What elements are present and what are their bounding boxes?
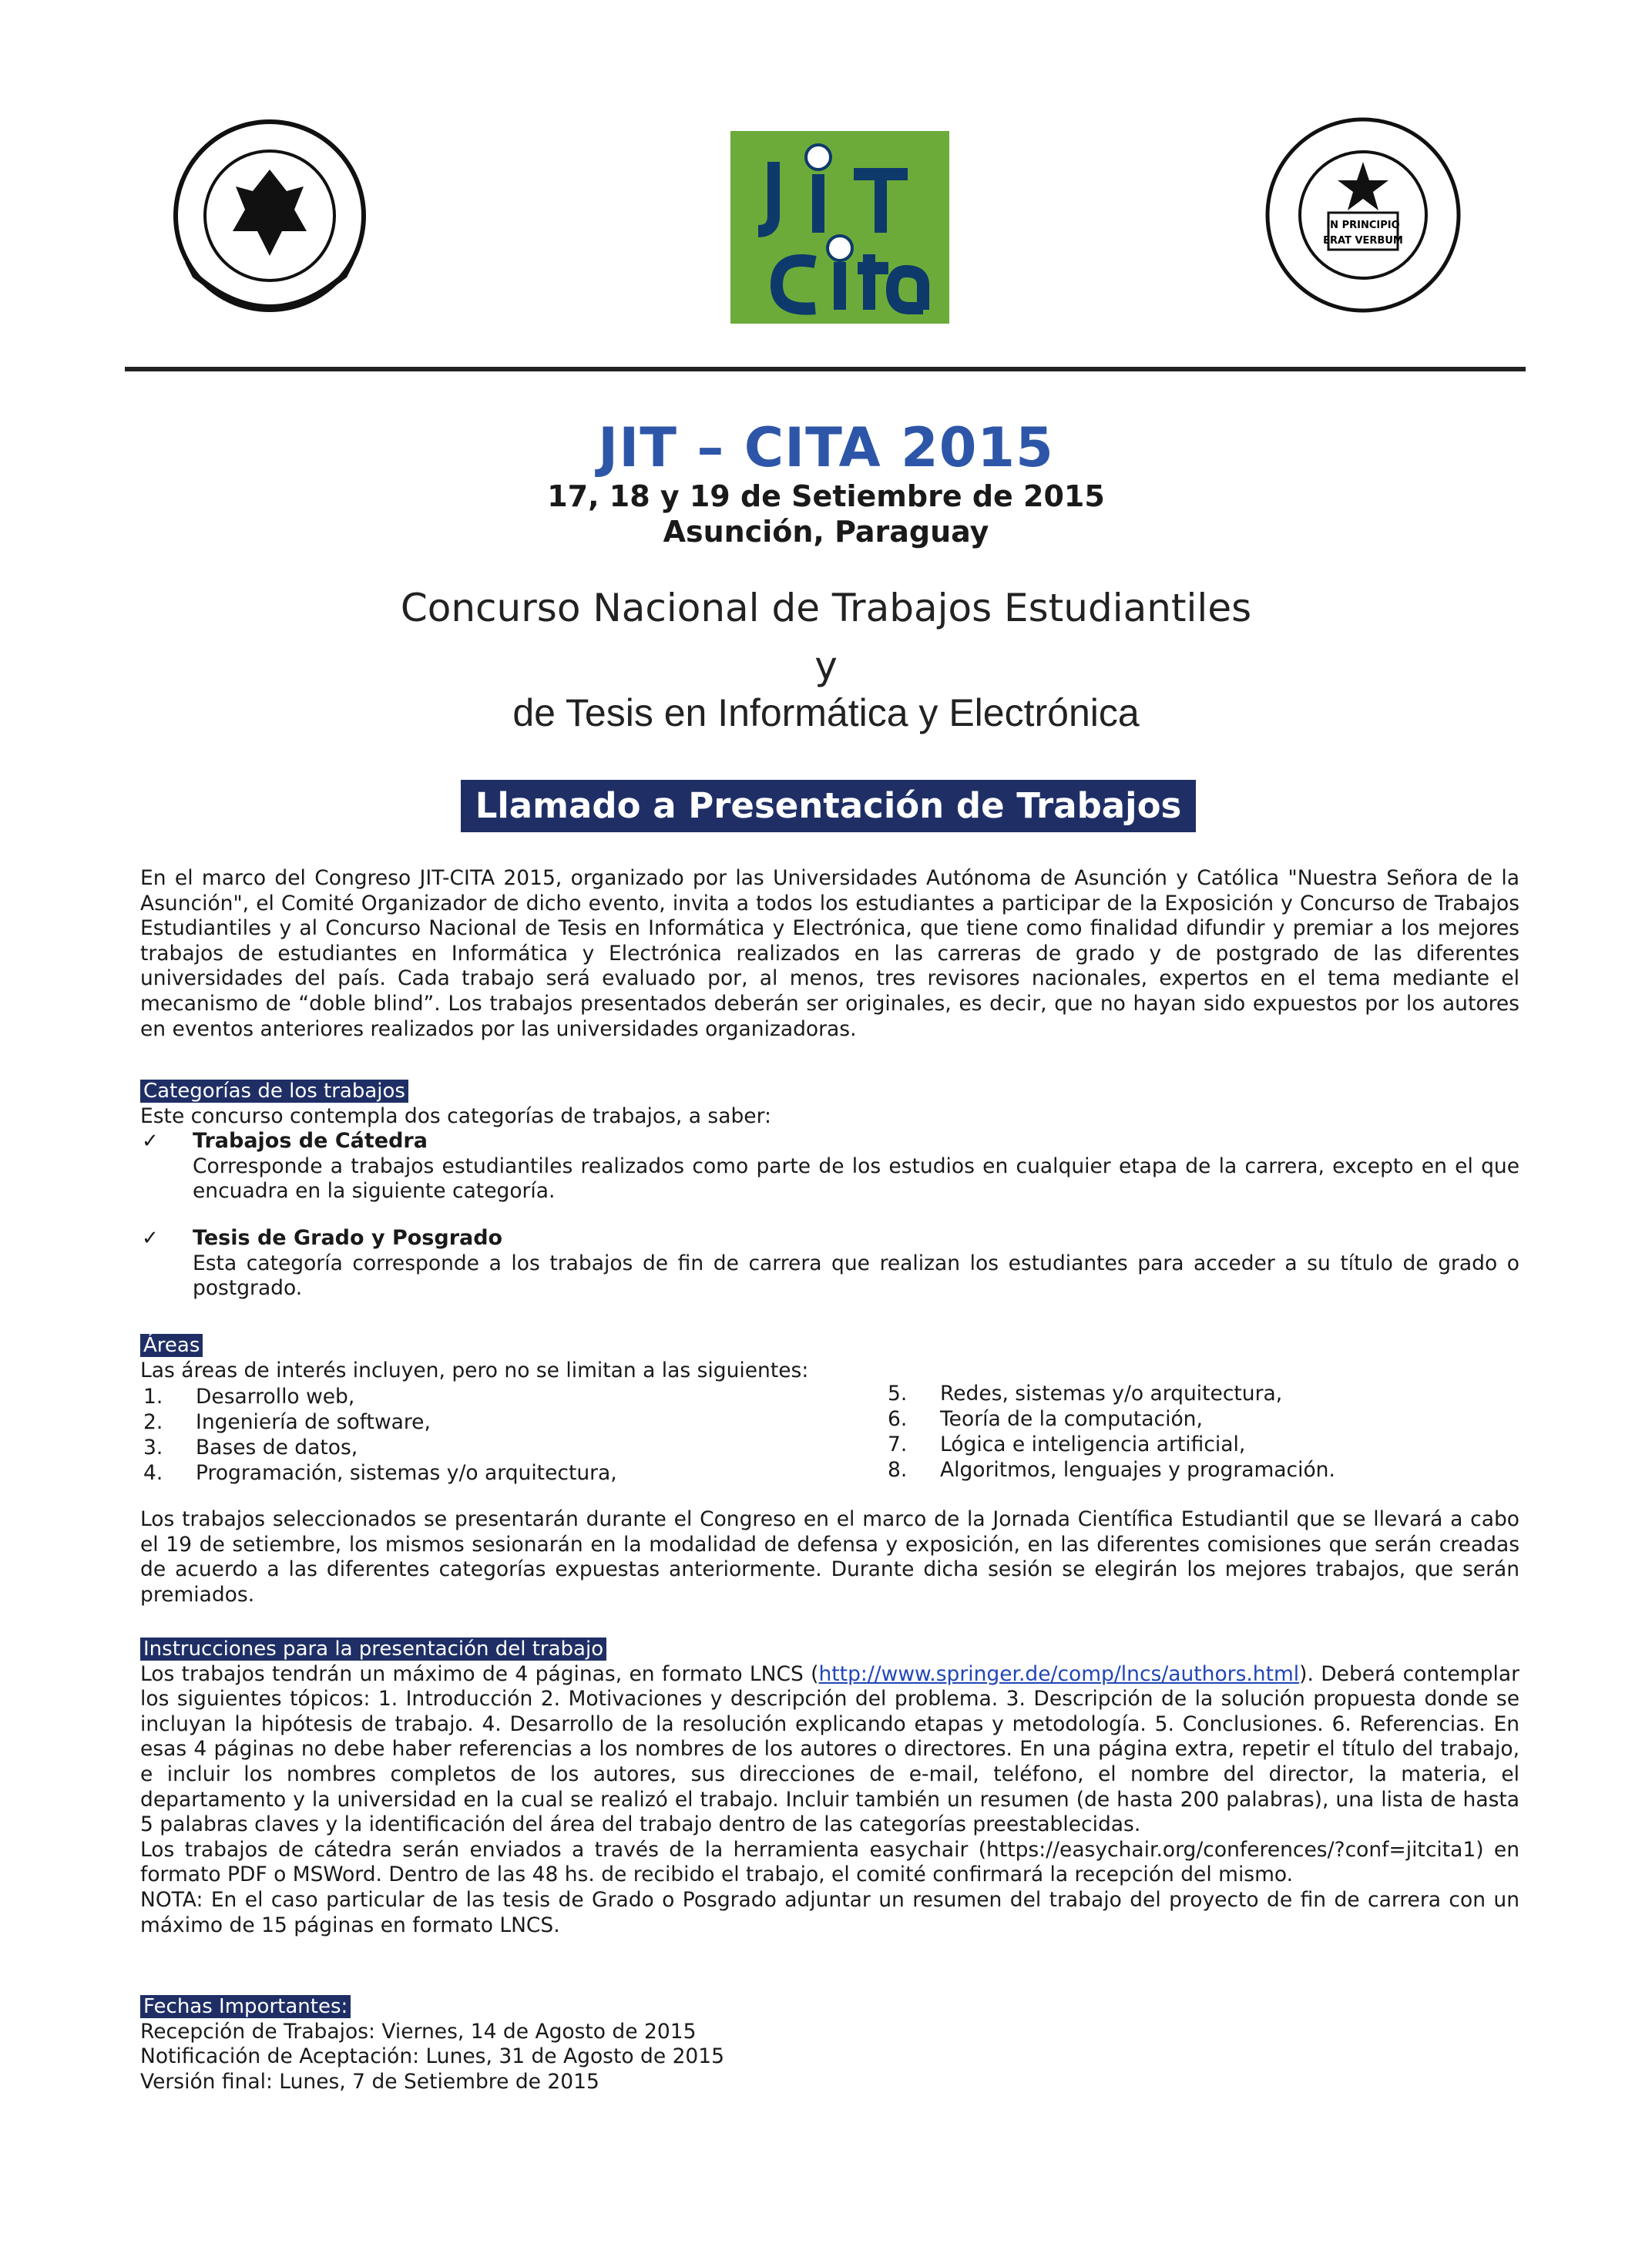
contest-line-1: Concurso Nacional de Trabajos Estudiantiles — [400, 586, 1252, 630]
instructions-paragraph-1: Los trabajos tendrán un máximo de 4 páginas, en formato LNCS (http://www.springer.de/comp/lncs/authors.html). Deberá contemplar los siguientes tópicos: 1. Introducción 2. Motivaciones y descripción del problema. 3. Descripción de la solución propuesta donde se incluyan la hipótesis de trabajo. 4. Desarrollo de la resolución explicando etapas y metodología. 5. Conclusiones. 6. Referencias. En esas 4 páginas no debe haber referencias a los nombres de los autores o directores. En una página extra, repetir el título del trabajo, e incluir los nombres completos de los autores, sus direcciones de e-mail, teléfono, el nombre del director, la materia, el departamento y la universidad en la cual se realizó el trabajo. Incluir también un resumen (de hasta 200 palabras), una lista de hasta 5 palabras claves y la identificación del área del trabajo dentro de las categorías preestablecidas. — [140, 1661, 1519, 1837]
uaa-seal-logo — [162, 116, 378, 331]
intro-text: En el marco del Congreso JIT-CITA 2015, organizado por las Universidades Autónoma de Asunción y Católica "Nuestra Señora de la Asunción", el Comité Organizador de dicho evento, invita a todos los estudiantes a participar de la Exposición y Concurso de Trabajos Estudiantiles y al Concurso Nacional de Tesis en Informática y Electrónica, que tiene como finalidad difundir y premiar a los mejores trabajos de estudiantes en Informática y Electrónica realizados en las carreras de grado y de postgrado de las diferentes universidades del país. Cada trabajo será evaluado por, al menos, tres revisores nacionales, expertos en el tema mediante el mecanismo de “doble blind”. Los trabajos presentados deberán ser originales, es decir, que no hayan sido expuestos por los autores en eventos anteriores realizados por las universidades organizadoras. — [140, 866, 1519, 1041]
dates-heading: Fechas Importantes: — [140, 1995, 351, 2018]
page-title: JIT – CITA 2015 — [598, 416, 1054, 479]
areas-list-left — [143, 1384, 837, 1486]
categories-section — [140, 1079, 1519, 1302]
list-item: 1. Desarrollo web, — [143, 1385, 355, 1409]
instructions-heading: Instrucciones para la presentación del trabajo — [140, 1638, 606, 1661]
category-title: Tesis de Grado y Posgrado — [193, 1225, 503, 1250]
areas-heading: Áreas — [140, 1334, 203, 1357]
check-icon: ✓ — [142, 1130, 159, 1154]
areas-list-right — [888, 1381, 1519, 1483]
right-seal-motto-1: IN PRINCIPIO — [1326, 220, 1400, 231]
contest-line-2: y — [814, 643, 838, 688]
areas-closing — [140, 1507, 1519, 1607]
instructions-section — [140, 1637, 1519, 1938]
areas-lead: Las áreas de interés incluyen, pero no se limitan a las siguientes: — [140, 1358, 809, 1382]
event-place: Asunción, Paraguay — [663, 515, 989, 549]
categories-heading: Categorías de los trabajos — [140, 1080, 408, 1103]
instructions-paragraph-2: Los trabajos de cátedra serán enviados a través de la herramienta easychair (https://easychair.org/conferences/?conf=jitcita1) en formato PDF o MSWord. Dentro de las 48 hs. de recibido el trabajo, el comité confirmará la recepción del mismo. — [140, 1837, 1519, 1887]
categories-lead: Este concurso contempla dos categorías de trabajos, a saber: — [140, 1103, 771, 1128]
list-item: 3. Bases de datos, — [143, 1436, 358, 1460]
list-item: 8. Algoritmos, lenguajes y programación. — [888, 1458, 1335, 1482]
list-item: 5. Redes, sistemas y/o arquitectura, — [888, 1382, 1283, 1406]
list-item: 6. Teoría de la computación, — [888, 1407, 1203, 1431]
instructions-paragraph-3: NOTA: En el caso particular de las tesis de Grado o Posgrado adjuntar un resumen del trabajo del proyecto de fin de carrera con un máximo de 15 páginas en formato LNCS. — [140, 1887, 1519, 1937]
date-item: Recepción de Trabajos: Viernes, 14 de Agosto de 2015 — [140, 2019, 697, 2044]
areas-section — [140, 1333, 1519, 1383]
intro-paragraph — [140, 866, 1519, 1042]
list-item: 4. Programación, sistemas y/o arquitectura, — [143, 1461, 617, 1485]
category-item — [140, 1226, 1519, 1302]
check-icon: ✓ — [142, 1226, 159, 1250]
category-title: Trabajos de Cátedra — [193, 1129, 428, 1154]
category-text: Esta categoría corresponde a los trabajos de fin de carrera que realizan los estudiantes para acceder a su título de grado o postgrado. — [193, 1251, 1519, 1301]
lncs-link[interactable]: http://www.springer.de/comp/lncs/authors.html — [818, 1661, 1300, 1686]
uc-seal-logo — [1262, 114, 1464, 316]
date-item: Notificación de Aceptación: Lunes, 31 de Agosto de 2015 — [140, 2044, 725, 2069]
call-banner: Llamado a Presentación de Trabajos — [461, 780, 1196, 832]
header-divider — [125, 367, 1526, 371]
category-item — [140, 1129, 1519, 1204]
list-item: 2. Ingeniería de software, — [143, 1410, 431, 1434]
list-item: 7. Lógica e inteligencia artificial, — [888, 1433, 1246, 1456]
dates-section — [140, 1994, 1519, 2094]
areas-closing-text: Los trabajos seleccionados se presentarán durante el Congreso en el marco de la Jornada Científica Estudiantil que se llevará a cabo el 19 de setiembre, los mismos sesionarán en la modalidad de defensa y exposición, en las diferentes comisiones que serán creadas de acuerdo a las diferentes categorías expuestas anteriormente. Durante dicha sesión se elegirán los mejores trabajos, que serán premiados. — [140, 1507, 1519, 1607]
event-dates: 17, 18 y 19 de Setiembre de 2015 — [547, 479, 1105, 513]
right-seal-motto-2: ERAT VERBUM — [1323, 235, 1403, 247]
category-text: Corresponde a trabajos estudiantiles realizados como parte de los estudios en cualquier etapa de la carrera, excepto en el que encuadra en la siguiente categoría. — [193, 1154, 1519, 1204]
jit-cita-logo — [730, 131, 949, 324]
contest-line-3: de Tesis en Informática y Electrónica — [512, 691, 1140, 734]
date-item: Versión final: Lunes, 7 de Setiembre de 2015 — [140, 2069, 599, 2094]
